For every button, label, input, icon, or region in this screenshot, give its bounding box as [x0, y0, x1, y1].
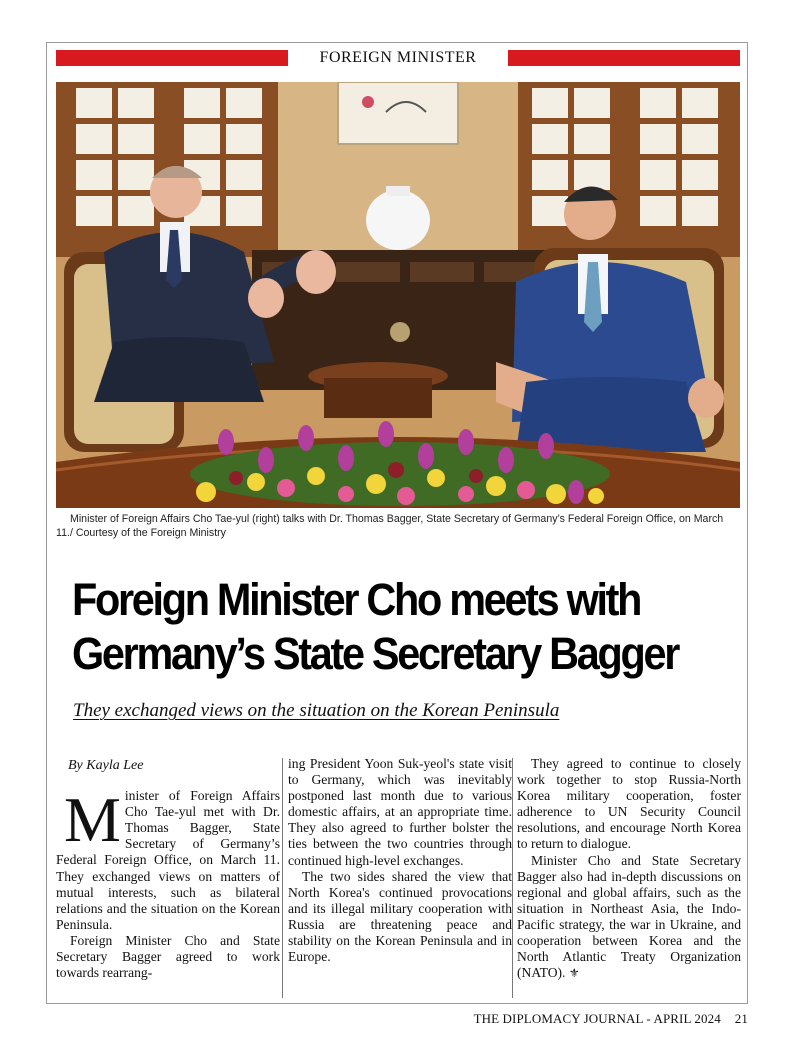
- column-divider: [282, 758, 283, 998]
- article-column-3: [517, 756, 741, 981]
- paragraph: [56, 784, 280, 933]
- paragraph-text: Minister Cho and State Secretary Bagger also had in-depth discussions on regional and global affairs, such as the situation in Northeast Asia, the Indo-Pacific strategy, the war in Ukraine, and cooperation between Korea and the North Atlantic Treaty Organization (NATO).: [517, 852, 741, 981]
- section-bar-right: [508, 50, 740, 66]
- photo-caption: Minister of Foreign Affairs Cho Tae-yul (right) talks with Dr. Thomas Bagger, State Secretary of Germany’s Federal Foreign Office, on March 11./ Courtesy of the Foreign Ministry: [56, 513, 724, 539]
- paragraph: ing President Yoon Suk-yeol's state visit to Germany, which was inevitably postponed last month due to various domestic affairs, at an appropriate time. They also agreed to further bolster the ties between the two countries through continued high-level exchanges.: [288, 756, 512, 868]
- paragraph: Foreign Minister Cho and State Secretary Bagger agreed to work towards rearrang-: [56, 932, 280, 981]
- article-column-2: [288, 756, 512, 965]
- paragraph-text: inister of Foreign Affairs Cho Tae-yul met with Dr. Thomas Bagger, State Secretary of Germany’s Federal Foreign Office, on March 11. They exchanged views on matters of mutual interests, such as bilateral relations and the situation on the Korean Peninsula.: [56, 788, 280, 932]
- column-divider: [512, 758, 513, 998]
- page-footer: [400, 1011, 748, 1027]
- section-header: [56, 48, 740, 68]
- drop-cap: M: [64, 784, 121, 856]
- paragraph: The two sides shared the view that North Korea's continued provocations and its illegal military cooperation with Russia are threatening peace and stability on the Korean Peninsula and in Europe.: [288, 868, 512, 965]
- article-column-1: [56, 756, 280, 981]
- byline: By Kayla Lee: [68, 758, 144, 773]
- headline-line-2: Germany’s State Secretary Bagger: [72, 628, 679, 679]
- section-label: FOREIGN MINISTER: [319, 49, 477, 66]
- page-number: 21: [734, 1011, 748, 1026]
- headline: [72, 573, 698, 681]
- section-bar-left: [56, 50, 288, 66]
- publication-name: THE DIPLOMACY JOURNAL - APRIL 2024: [473, 1011, 721, 1026]
- headline-line-1: Foreign Minister Cho meets with: [72, 574, 641, 625]
- paragraph: They agreed to continue to closely work together to stop Russia-North Korea military cooperation, foster adherence to UN Security Council resolutions, and encourage North Korea to return to dialogue.: [517, 756, 741, 852]
- end-mark-icon: ⚜: [568, 966, 580, 981]
- subheadline: They exchanged views on the situation on the Korean Peninsula: [73, 700, 560, 721]
- paragraph: [517, 853, 741, 982]
- meeting-photo: [56, 82, 740, 508]
